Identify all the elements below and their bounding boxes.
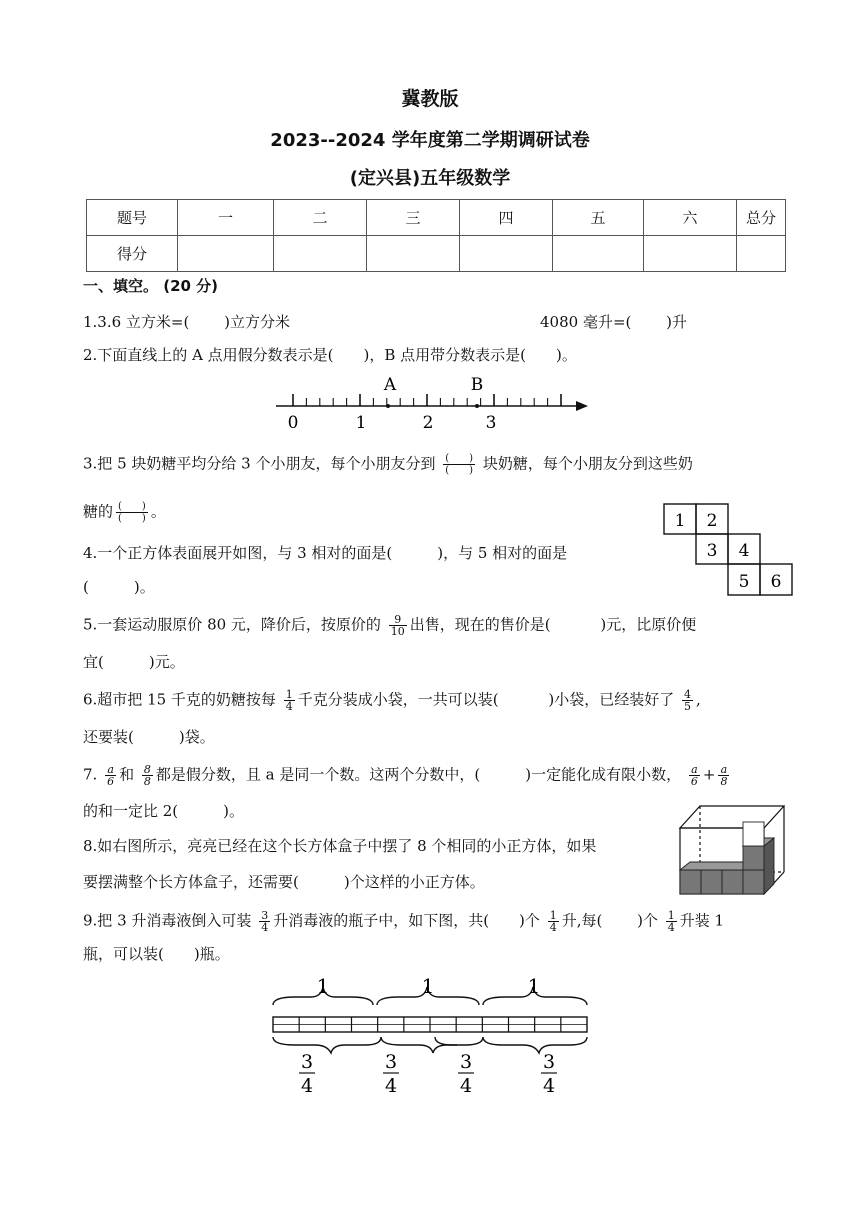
cube-net-figure (662, 502, 794, 598)
bar-bottom-numerator: 3 (542, 1051, 556, 1073)
score-cell[interactable] (737, 236, 786, 272)
score-cell[interactable] (644, 236, 737, 272)
fraction-three-quarters (259, 910, 270, 933)
point-label-a: A (383, 375, 397, 395)
fraction-denominator: 4 (261, 921, 269, 934)
fraction-one-quarter (548, 910, 559, 933)
fraction-one-quarter (284, 689, 295, 712)
bar-bottom-numerator: 3 (300, 1051, 314, 1073)
question-9-text-b: 升消毒液的瓶子中，如下图，共( )个 (273, 911, 540, 930)
cuboid-box-figure (676, 800, 788, 898)
point-a-dot (386, 404, 390, 408)
fraction-a-eighths (718, 764, 729, 787)
fraction-denominator: 8 (143, 775, 151, 788)
score-header-cell: 一 (178, 200, 274, 236)
question-1-part-a: 1.3.6 立方米=( )立方分米 (83, 313, 290, 331)
net-face-5: 5 (738, 572, 750, 592)
question-3-text-d: 。 (150, 502, 166, 521)
fraction-numerator: 3 (261, 909, 269, 922)
net-face-1: 1 (674, 511, 686, 531)
score-row-label: 得分 (87, 236, 178, 272)
section-heading: 一、填空。 (20 分) (83, 277, 219, 295)
question-5-text-b: 出售，现在的售价是( )元，比原价便 (409, 615, 697, 634)
bar-bottom-denominator: 4 (459, 1075, 473, 1097)
score-header-cell: 二 (274, 200, 367, 236)
question-8-line-1: 8.如右图所示，亮亮已经在这个长方体盒子中摆了 8 个相同的小正方体，如果 (83, 837, 597, 855)
bar-bottom-denominator: 4 (542, 1075, 556, 1097)
tick-label: 1 (355, 413, 367, 433)
score-header-cell: 三 (367, 200, 460, 236)
question-5-line-2: 宜( )元。 (83, 653, 185, 671)
question-3-line-1 (83, 453, 693, 476)
net-face-3: 3 (706, 541, 718, 561)
question-6-line-1 (83, 689, 701, 712)
tick-label: 3 (485, 413, 497, 433)
fraction-eight-eighths (142, 764, 153, 787)
question-7-text-a: 7. (83, 765, 98, 784)
score-cell[interactable] (553, 236, 644, 272)
net-face-2: 2 (706, 511, 718, 531)
score-table-score-row (87, 236, 786, 272)
bar-diagram-figure (265, 975, 595, 1100)
fraction-nine-tenths (389, 614, 407, 637)
fraction-denominator: 4 (285, 700, 293, 713)
tick-label: 2 (422, 413, 434, 433)
question-5-line-1 (83, 614, 696, 637)
fraction-numerator: ( ) (445, 453, 474, 464)
bar-top-label: 1 (421, 975, 435, 998)
bar-bottom-numerator: 3 (384, 1051, 398, 1073)
question-1-part-b: 4080 毫升=( )升 (540, 313, 687, 331)
score-cell[interactable] (178, 236, 274, 272)
paper-title-subject: (定兴县)五年级数学 (349, 168, 511, 189)
bar-bottom-denominator: 4 (384, 1075, 398, 1097)
fraction-one-quarter (666, 910, 677, 933)
paper-title-term: 2023--2024 学年度第二学期调研试卷 (270, 130, 590, 151)
fraction-numerator: 1 (667, 909, 675, 922)
score-header-cell: 题号 (87, 200, 178, 236)
fraction-denominator: 4 (667, 921, 675, 934)
score-header-cell: 四 (460, 200, 553, 236)
fraction-numerator: 4 (683, 688, 691, 701)
bar-top-label: 1 (316, 975, 330, 998)
fraction-numerator: ( ) (118, 501, 146, 512)
question-6-line-2: 还要装( )袋。 (83, 728, 215, 746)
fraction-denominator: 4 (549, 921, 557, 934)
fraction-numerator: 1 (285, 688, 293, 701)
number-line-figure (270, 370, 600, 435)
fraction-numerator: 9 (394, 613, 402, 626)
question-7-line-1 (83, 764, 732, 787)
question-5-text-a: 5.一套运动服原价 80 元，降价后，按原价的 (83, 615, 381, 634)
fraction-denominator: ( ) (445, 465, 474, 476)
score-table-header-row (87, 200, 786, 236)
fraction-a-sixths (689, 764, 700, 787)
score-cell[interactable] (367, 236, 460, 272)
fraction-denominator: 6 (690, 775, 698, 788)
fraction-numerator: 1 (549, 909, 557, 922)
question-6-text-a: 6.超市把 15 千克的奶糖按每 (83, 690, 276, 709)
fraction-a-sixths (105, 764, 116, 787)
question-8-line-2: 要摆满整个长方体盒子，还需要( )个这样的小正方体。 (83, 873, 485, 891)
tick-label: 0 (287, 413, 299, 433)
question-9-text-a: 9.把 3 升消毒液倒入可装 (83, 911, 252, 930)
fraction-numerator: 8 (143, 763, 151, 776)
fraction-four-fifths (682, 689, 693, 712)
score-table (86, 199, 786, 272)
paper-title-edition: 冀教版 (401, 88, 459, 110)
fraction-denominator: 10 (390, 625, 405, 638)
question-7-text-c: 都是假分数，且 a 是同一个数。这两个分数中，( )一定能化成有限小数， (155, 765, 682, 784)
fraction-denominator: 5 (683, 700, 691, 713)
score-header-cell: 总分 (737, 200, 786, 236)
plus-sign: + (702, 765, 716, 784)
question-3-text-a: 3.把 5 块奶糖平均分给 3 个小朋友，每个小朋友分到 (83, 454, 436, 473)
number-line-ticks (293, 394, 561, 406)
bar-bottom-denominator: 4 (300, 1075, 314, 1097)
question-9-text-d: 升装 1 (679, 911, 725, 930)
point-b-dot (475, 404, 479, 408)
question-3-line-2 (83, 501, 166, 524)
fraction-blank (443, 453, 475, 476)
fraction-numerator: a (720, 763, 728, 776)
question-7-line-2: 的和一定比 2( )。 (83, 802, 245, 820)
fraction-denominator: ( ) (118, 513, 146, 524)
score-header-cell: 五 (553, 200, 644, 236)
arrow-icon (576, 401, 588, 411)
score-cell[interactable] (460, 236, 553, 272)
question-6-text-c: , (695, 690, 701, 709)
bar-top-label: 1 (527, 975, 541, 998)
net-face-6: 6 (770, 572, 782, 592)
fraction-denominator: 6 (107, 775, 115, 788)
question-9-line-1 (83, 910, 724, 933)
fraction-numerator: a (107, 763, 114, 776)
question-9-text-c: 升,每( )个 (561, 911, 658, 930)
fraction-blank (116, 501, 148, 524)
score-header-cell: 六 (644, 200, 737, 236)
net-face-4: 4 (738, 541, 750, 561)
question-2: 2.下面直线上的 A 点用假分数表示是( )，B 点用带分数表示是( )。 (83, 346, 577, 364)
fraction-numerator: a (691, 763, 698, 776)
question-4-line-2: ( )。 (83, 578, 155, 596)
question-3-text-b: 块奶糖，每个小朋友分到这些奶 (482, 454, 693, 473)
score-cell[interactable] (274, 236, 367, 272)
question-4-line-1: 4.一个正方体表面展开如图，与 3 相对的面是( )，与 5 相对的面是 (83, 544, 568, 562)
question-9-line-2: 瓶，可以装( )瓶。 (83, 945, 230, 963)
question-3-text-c: 糖的 (83, 502, 114, 521)
fraction-denominator: 8 (720, 775, 728, 788)
question-6-text-b: 千克分装成小袋，一共可以装( )小袋，已经装好了 (297, 690, 675, 709)
question-7-text-b: 和 (119, 765, 135, 784)
bar-cells (273, 1017, 587, 1032)
point-label-b: B (470, 375, 484, 395)
bar-bottom-numerator: 3 (459, 1051, 473, 1073)
